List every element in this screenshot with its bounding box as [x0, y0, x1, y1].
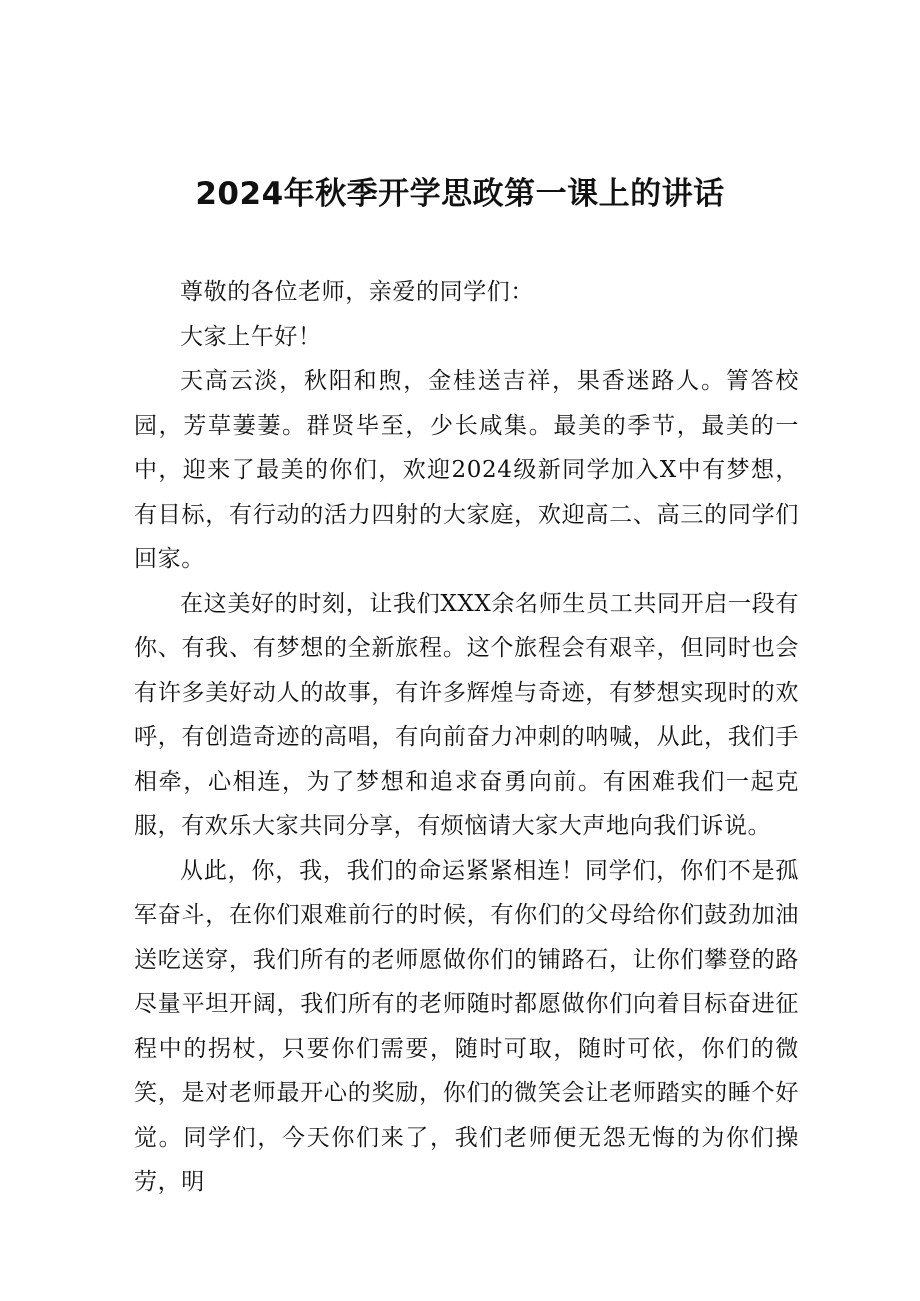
document-title: 2024年秋季开学思政第一课上的讲话: [195, 176, 725, 212]
paragraph-shared-destiny: 从此，你，我，我们的命运紧紧相连！同学们，你们不是孤军奋斗，在你们艰难前行的时候，有你们的父母给你们鼓劲加油送吃送穿，我们所有的老师愿做你们的铺路石，让你们攀登的路尽量平坦开阔，我们所有的老师随时都愿做你们向着目标奋进征程中的拐杖，只要你们需要，随时可取，随时可依，你们的微笑，是对老师最开心的奖励，你们的微笑会让老师踏实的睡个好觉。同学们，今天你们来了，我们老师便无怨无悔的为你们操劳，明: [134, 857, 799, 1195]
document-body: [134, 270, 799, 1205]
paragraph-greeting: 大家上午好！: [180, 323, 322, 350]
paragraph-salutation: 尊敬的各位老师，亲爱的同学们：: [180, 279, 534, 305]
paragraph-new-journey: 在这美好的时刻，让我们XXX余名师生员工共同开启一段有你、有我、有梦想的全新旅程。这个旅程会有艰辛，但同时也会有许多美好动人的故事，有许多辉煌与奇迹，有梦想实现时的欢呼，有创造奇迹的高唱，有向前奋力冲刺的呐喊，从此，我们手相牵，心相连，为了梦想和追求奋勇向前。有困难我们一起克服，有欢乐大家共同分享，有烦恼请大家大声地向我们诉说。: [134, 590, 799, 839]
paragraph-autumn-welcome: 天高云淡，秋阳和煦，金桂送吉祥，果香迷路人。箐答校园，芳草萋萋。群贤毕至，少长咸集。最美的季节，最美的一中，迎来了最美的你们，欢迎2024级新同学加入X中有梦想，有目标，有行动的活力四射的大家庭，欢迎高二、高三的同学们回家。: [134, 368, 799, 572]
